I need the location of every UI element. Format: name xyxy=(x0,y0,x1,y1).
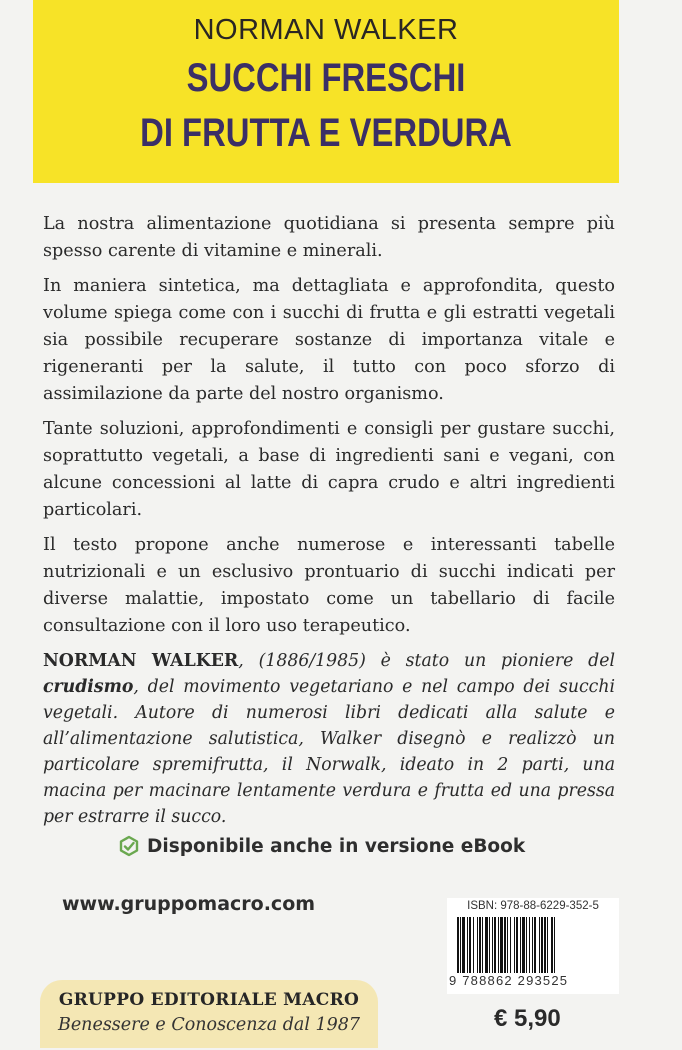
barcode-bars xyxy=(457,917,609,973)
barcode-digits: 9 788862 293525 xyxy=(449,973,569,988)
publisher-name: GRUPPO EDITORIALE MACRO xyxy=(58,990,360,1010)
book-title-line-2: DI FRUTTA E VERDURA xyxy=(140,111,512,155)
paragraph: Il testo propone anche numerose e interessanti tabelle nutrizionali e un esclusivo prontuario di succhi indicati per diverse malattie, impostato come un tabellario di facile consultazione con il loro uso terapeutico. xyxy=(43,535,615,636)
publisher-banner xyxy=(40,980,378,1048)
bio-author-name: NORMAN WALKER xyxy=(43,651,239,671)
bio-highlight: crudismo xyxy=(43,677,134,697)
paragraph: Tante soluzioni, approfondimenti e consigli per gustare succhi, soprattutto vegetali, a base di ingredienti sani e vegani, con alcune concessioni al latte di capra crudo e altri ingredienti particolari. xyxy=(43,419,615,520)
ebook-availability xyxy=(118,831,538,861)
barcode xyxy=(447,898,619,994)
paragraph: La nostra alimentazione quotidiana si presenta sempre più spesso carente di vitamine e minerali. xyxy=(43,214,615,261)
website-link[interactable]: www.gruppomacro.com xyxy=(62,893,316,915)
book-title-line-1: SUCCHI FRESCHI xyxy=(186,56,466,100)
back-cover-text xyxy=(43,211,615,838)
author-bio xyxy=(43,648,615,830)
author-name: NORMAN WALKER xyxy=(193,14,459,46)
ebook-check-icon xyxy=(118,835,140,857)
paragraph: In maniera sintetica, ma dettagliata e approfondita, questo volume spiega come con i succhi di frutta e gli estratti vegetali sia possibile recuperare sostanze di importanza vitale e rigeneranti per la salute, il tutto con poco sforzo di assimilazione da parte del nostro organismo. xyxy=(43,276,615,404)
isbn-label: ISBN: 978-88-6229-352-5 xyxy=(467,900,599,912)
bio-text: , del movimento vegetariano e nel campo dei succhi vegetali. Autore di numerosi libri dedicati alla salute e all’alimentazione salutistica, Walker disegnò e realizzò un particolare spremifrutta, il Norwalk, ideato in 2 parti, una macina per macinare lentamente verdura e frutta ed una pressa per estrarre il succo. xyxy=(43,677,615,827)
publisher-tagline: Benessere e Conoscenza dal 1987 xyxy=(57,1015,361,1035)
bio-text: , (1886/1985) è stato un pioniere del xyxy=(238,651,615,671)
cover-header xyxy=(33,0,619,183)
price: € 5,90 xyxy=(494,1005,561,1032)
ebook-label: Disponibile anche in versione eBook xyxy=(147,835,526,857)
